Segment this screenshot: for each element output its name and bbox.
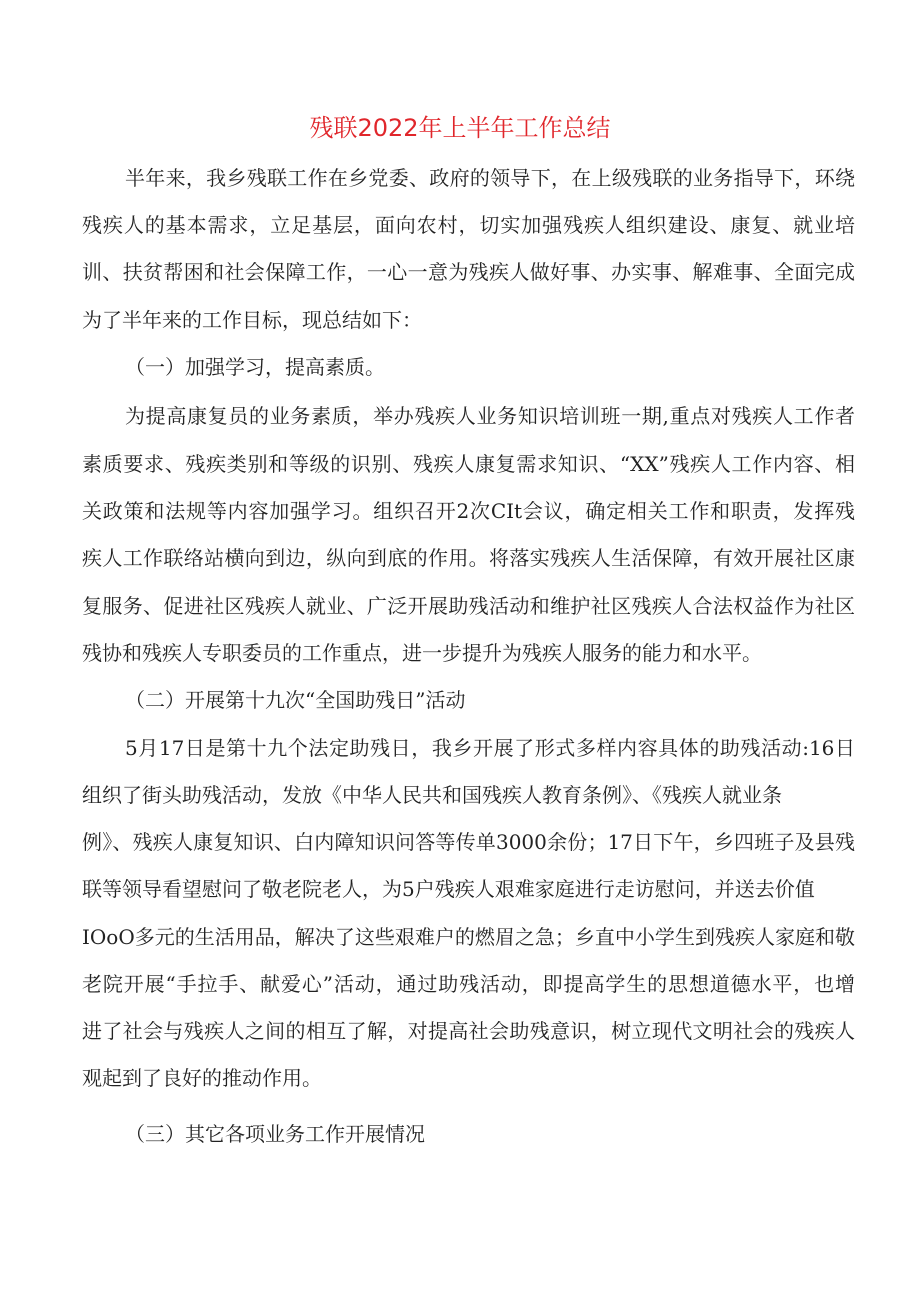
text-line: 半年来，我乡残联工作在乡党委、政府的领导下，在上级残联的业务指导下，环绕 bbox=[125, 166, 855, 190]
text-line: 进了社会与残疾人之间的相互了解，对提高社会助残意识，树立现代文明社会的残疾人 bbox=[82, 1019, 855, 1043]
document-title: 残联2022年上半年工作总结 bbox=[309, 114, 611, 142]
text-line: 关政策和法规等内容加强学习。组织召开2次CIt会议，确定相关工作和职责，发挥残 bbox=[82, 499, 855, 523]
text-line: 组织了街头助残活动，发放《中华人民共和国残疾人教育条例》、《残疾人就业条 bbox=[82, 783, 782, 807]
text-line: 老院开展“手拉手、献爱心”活动，通过助残活动，即提高学生的思想道德水平，也增 bbox=[82, 972, 855, 996]
text-line: 5月17日是第十九个法定助残日，我乡开展了形式多样内容具体的助残活动:16日 bbox=[125, 736, 855, 760]
text-line: 联等领导看望慰问了敬老院老人，为5户残疾人艰难家庭进行走访慰问，并送去价值 bbox=[82, 877, 815, 901]
text-line: 例》、残疾人康复知识、白内障知识问答等传单3000余份；17日下午，乡四班子及县残 bbox=[82, 830, 855, 854]
section-heading-3: （三）其它各项业务工作开展情况 bbox=[125, 1122, 425, 1146]
text-line: 观起到了良好的推动作用。 bbox=[82, 1066, 322, 1090]
text-line: 素质要求、残疾类别和等级的识别、残疾人康复需求知识、“XX”残疾人工作内容、相 bbox=[82, 452, 855, 476]
text-line: 疾人工作联络站横向到边，纵向到底的作用。将落实残疾人生活保障，有效开展社区康 bbox=[82, 546, 855, 570]
text-line: 训、扶贫帮困和社会保障工作，一心一意为残疾人做好事、办实事、解难事、全面完成 bbox=[82, 260, 855, 284]
text-line: 复服务、促进社区残疾人就业、广泛开展助残活动和维护社区残疾人合法权益作为社区 bbox=[82, 594, 855, 618]
text-line: 残疾人的基本需求，立足基层，面向农村，切实加强残疾人组织建设、康复、就业培 bbox=[82, 213, 855, 237]
text-line: 残协和残疾人专职委员的工作重点，进一步提升为残疾人服务的能力和水平。 bbox=[82, 641, 762, 665]
section-heading-1: （一）加强学习，提高素质。 bbox=[125, 355, 385, 379]
section-heading-2: （二）开展第十九次“全国助残日”活动 bbox=[125, 688, 466, 712]
text-line: 为提高康复员的业务素质，举办残疾人业务知识培训班一期,重点对残疾人工作者 bbox=[125, 404, 855, 428]
text-line: IOoO多元的生活用品，解决了这些艰难户的燃眉之急；乡直中小学生到残疾人家庭和敬 bbox=[82, 925, 855, 949]
text-line: 为了半年来的工作目标，现总结如下： bbox=[82, 308, 422, 332]
